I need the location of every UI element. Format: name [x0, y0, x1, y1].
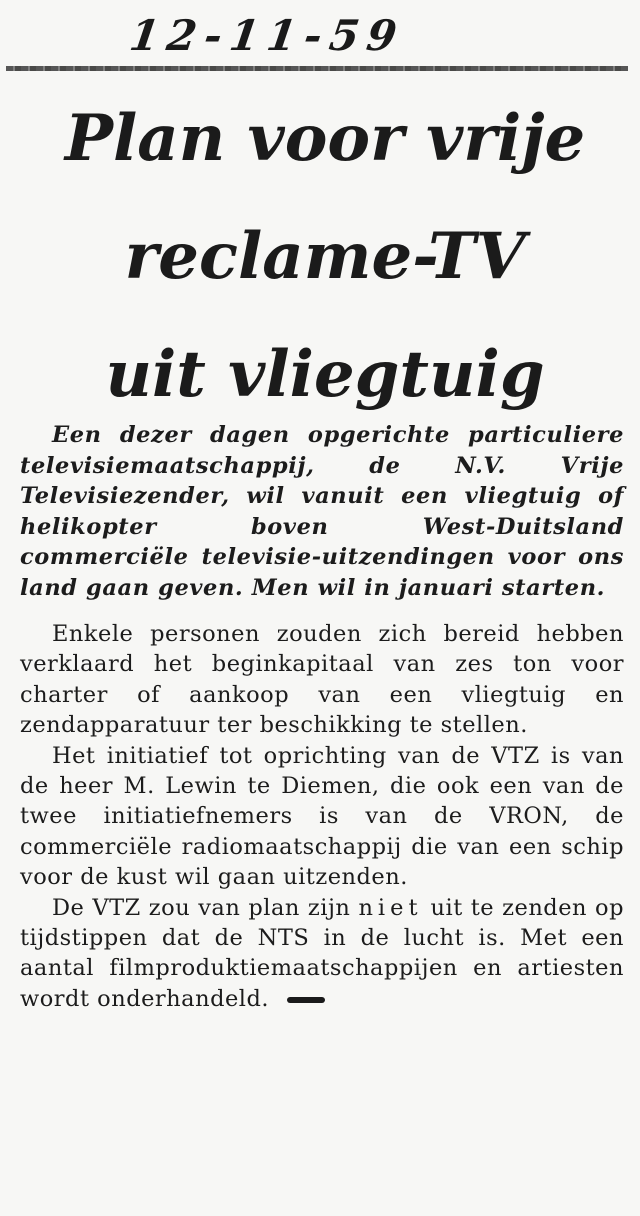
- column-rule: [6, 66, 628, 71]
- end-dash: [287, 997, 325, 1003]
- article-body: [20, 420, 624, 1014]
- handwritten-date: 12-11-59: [126, 11, 408, 60]
- paragraph-1: Enkele personen zouden zich bereid hebben verklaard het beginkapitaal van zes ton voor charter of aankoop van een vliegtuig en zendapparatuur ter beschikking te stellen.: [20, 621, 624, 739]
- paragraph-3-start: De VTZ zou van plan zijn: [52, 894, 359, 921]
- emphasis-word: niet: [358, 894, 423, 921]
- paragraph-3-end: uit te zenden op tijdstippen dat de NTS in de lucht is. Met een aantal filmproduktiemaatschappijen en artiesten wordt onderhandeld.: [20, 894, 624, 1012]
- headline-line-1: Plan voor vrije: [64, 101, 586, 176]
- headline: [30, 80, 620, 434]
- headline-line-3: uit vliegtuig: [105, 337, 545, 412]
- paragraph-3: [20, 893, 624, 1015]
- paragraph-2: Het initiatief tot oprichting van de VTZ is van de heer M. Lewin te Diemen, die ook een van de twee initiatiefnemers is van de VRON, de commerciële radiomaatschappij die van een schip voor de kust wil gaan uitzenden.: [20, 742, 624, 891]
- lead-paragraph: Een dezer dagen opgerichte particuliere televisiemaatschappij, de N.V. Vrije Televisiezender, wil vanuit een vliegtuig of helikopter boven West-Duitsland commerciële televisie-uitzendingen voor ons land gaan geven. Men wil in januari starten.: [20, 422, 624, 601]
- headline-line-2: reclame-TV: [124, 219, 526, 294]
